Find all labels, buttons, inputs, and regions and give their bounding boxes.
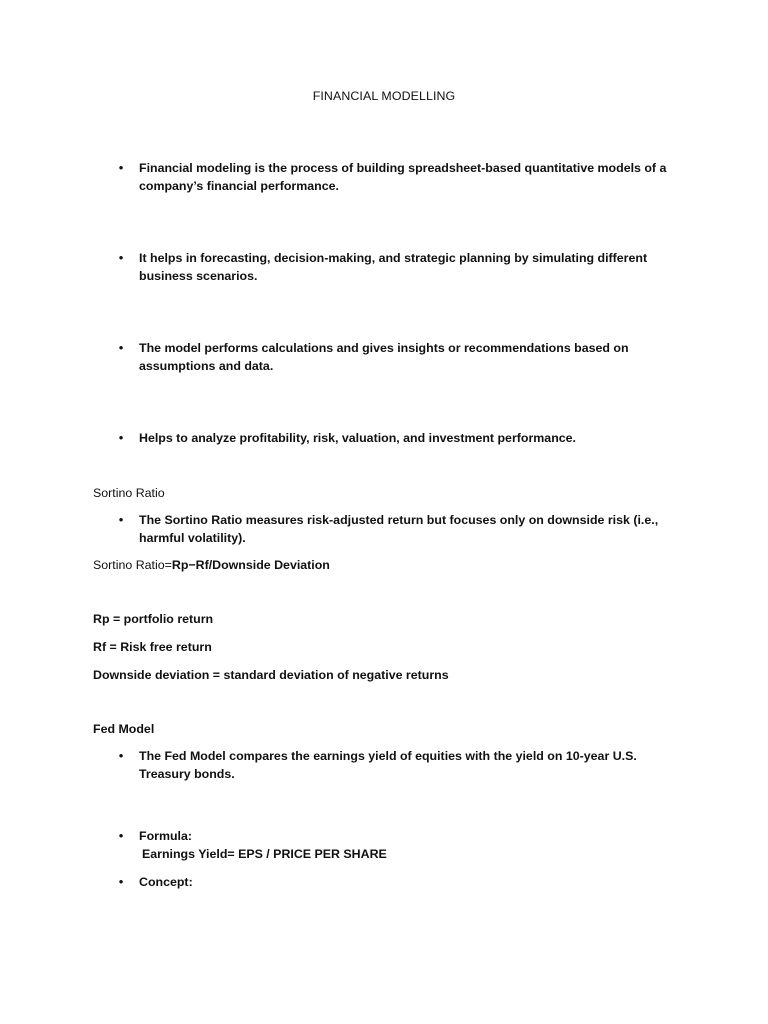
fed-model-concept-bullet: [116, 873, 676, 891]
bullet-dot: •: [118, 749, 124, 763]
bullet-text: Financial modeling is the process of building spreadsheet-based quantitative models of a company’s financial performance.: [139, 161, 667, 193]
bullet-dot: •: [118, 875, 124, 889]
intro-bullet-3: [116, 339, 676, 375]
bullet-text: Helps to analyze profitability, risk, valuation, and investment performance.: [139, 431, 576, 445]
intro-bullet-2: [116, 249, 676, 285]
formula-label: Formula:: [139, 829, 193, 843]
fed-model-heading: Fed Model: [93, 722, 155, 736]
definition-rf: Rf = Risk free return: [93, 640, 212, 654]
concept-label: Concept:: [139, 875, 193, 889]
bullet-dot: •: [118, 431, 124, 445]
bullet-dot: •: [118, 161, 124, 175]
sortino-heading: Sortino Ratio: [93, 486, 165, 500]
bullet-dot: •: [118, 341, 124, 355]
intro-bullet-1: [116, 159, 676, 195]
bullet-dot: •: [118, 829, 124, 843]
sortino-formula-value: Rp−Rf/Downside Deviation: [171, 558, 330, 572]
bullet-dot: •: [118, 251, 124, 265]
fed-model-formula-bullet: [116, 827, 676, 863]
bullet-text: The Sortino Ratio measures risk-adjusted return but focuses only on downside risk (i.e., harmful volatility).: [139, 513, 659, 545]
intro-bullet-4: [116, 429, 676, 447]
page-title: FINANCIAL MODELLING: [312, 89, 456, 103]
formula-text: Earnings Yield= EPS / PRICE PER SHARE: [142, 847, 387, 861]
sortino-formula: [93, 556, 713, 574]
bullet-text: The model performs calculations and gives insights or recommendations based on assumptions and data.: [139, 341, 629, 373]
fed-model-bullet: [116, 747, 676, 783]
bullet-dot: •: [118, 513, 124, 527]
definition-downside-deviation: Downside deviation = standard deviation of negative returns: [93, 668, 449, 682]
sortino-formula-label: Sortino Ratio=: [93, 558, 172, 572]
bullet-text: The Fed Model compares the earnings yield of equities with the yield on 10-year U.S. Treasury bonds.: [139, 749, 637, 781]
definition-rp: Rp = portfolio return: [93, 612, 214, 626]
sortino-bullet: [116, 511, 676, 547]
bullet-text: It helps in forecasting, decision-making, and strategic planning by simulating different business scenarios.: [139, 251, 648, 283]
